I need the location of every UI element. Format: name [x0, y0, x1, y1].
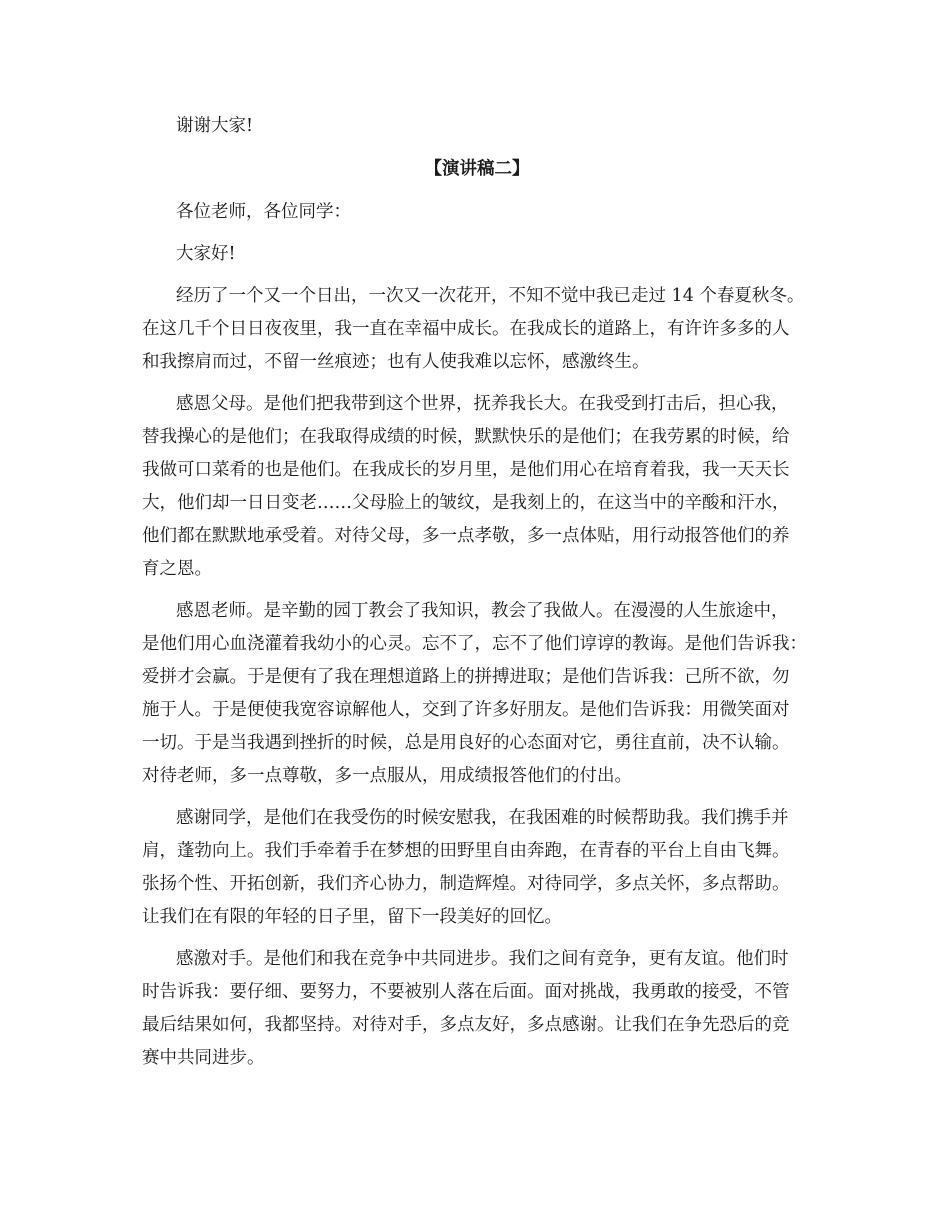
paragraph-line: 大，他们却一日日变老……父母脸上的皱纹，是我刻上的，在这当中的辛酸和汗水，	[142, 493, 790, 513]
paragraph-line: 感激对手。是他们和我在竞争中共同进步。我们之间有竞争，更有友谊。他们时	[176, 949, 789, 969]
speech-title: 【演讲稿二】	[424, 159, 530, 179]
salutation: 各位老师，各位同学：	[176, 202, 351, 222]
paragraph-line: 感谢同学，是他们在我受伤的时候安慰我，在我困难的时候帮助我。我们携手并	[176, 808, 789, 828]
paragraph-line: 赛中共同进步。	[142, 1048, 265, 1068]
paragraph-line: 对待老师，多一点尊敬，多一点服从，用成绩报答他们的付出。	[142, 766, 632, 786]
paragraph-line: 张扬个性、开拓创新，我们齐心协力，制造辉煌。对待同学，多点关怀，多点帮助。	[142, 874, 790, 894]
paragraph-classmates	[142, 802, 812, 934]
paragraph-line: 感恩老师。是辛勤的园丁教会了我知识，教会了我做人。在漫漫的人生旅途中，	[176, 601, 789, 621]
paragraph-line: 经历了一个又一个日出，一次又一次花开，不知不觉中我已走过 14 个春夏秋冬。	[176, 286, 805, 306]
paragraph-line: 我做可口菜肴的也是他们。在我成长的岁月里，是他们用心在培育着我，我一天天长	[142, 460, 790, 480]
paragraph-line: 最后结果如何，我都坚持。对待对手，多点友好，多点感谢。让我们在争先恐后的竞	[142, 1015, 790, 1035]
paragraph-line: 施于人。于是便使我宽容谅解他人，交到了许多好朋友。是他们告诉我：用微笑面对	[142, 700, 790, 720]
paragraph-parents	[142, 388, 812, 586]
paragraph-line: 时告诉我：要仔细、要努力，不要被别人落在后面。面对挑战，我勇敢的接受，不管	[142, 982, 790, 1002]
paragraph-line: 爱拼才会赢。于是便有了我在理想道路上的拼搏进取；是他们告诉我：己所不欲，勿	[142, 667, 790, 687]
paragraph-line: 在这几千个日日夜夜里，我一直在幸福中成长。在我成长的道路上，有许许多多的人	[142, 319, 790, 339]
paragraph-intro	[142, 280, 812, 379]
speech-content	[142, 110, 812, 1084]
closing-line: 谢谢大家!	[176, 116, 254, 136]
paragraph-teachers	[142, 595, 812, 793]
paragraph-line: 感恩父母。是他们把我带到这个世界，抚养我长大。在我受到打击后，担心我，	[176, 394, 789, 414]
paragraph-line: 他们都在默默地承受着。对待父母，多一点孝敬，多一点体贴，用行动报答他们的养	[142, 526, 790, 546]
paragraph-rivals	[142, 943, 812, 1075]
paragraph-line: 一切。于是当我遇到挫折的时候，总是用良好的心态面对它，勇往直前，决不认输。	[142, 733, 790, 753]
paragraph-line: 替我操心的是他们；在我取得成绩的时候，默默快乐的是他们；在我劳累的时候，给	[142, 427, 790, 447]
greeting: 大家好!	[176, 244, 236, 264]
paragraph-line: 让我们在有限的年轻的日子里，留下一段美好的回忆。	[142, 907, 562, 927]
paragraph-line: 是他们用心血浇灌着我幼小的心灵。忘不了，忘不了他们谆谆的教诲。是他们告诉我：	[142, 634, 807, 654]
paragraph-line: 肩，蓬勃向上。我们手牵着手在梦想的田野里自由奔跑，在青春的平台上自由飞舞。	[142, 841, 790, 861]
paragraph-line: 和我擦肩而过，不留一丝痕迹；也有人使我难以忘怀，感激终生。	[142, 352, 650, 372]
paragraph-line: 育之恩。	[142, 559, 212, 579]
